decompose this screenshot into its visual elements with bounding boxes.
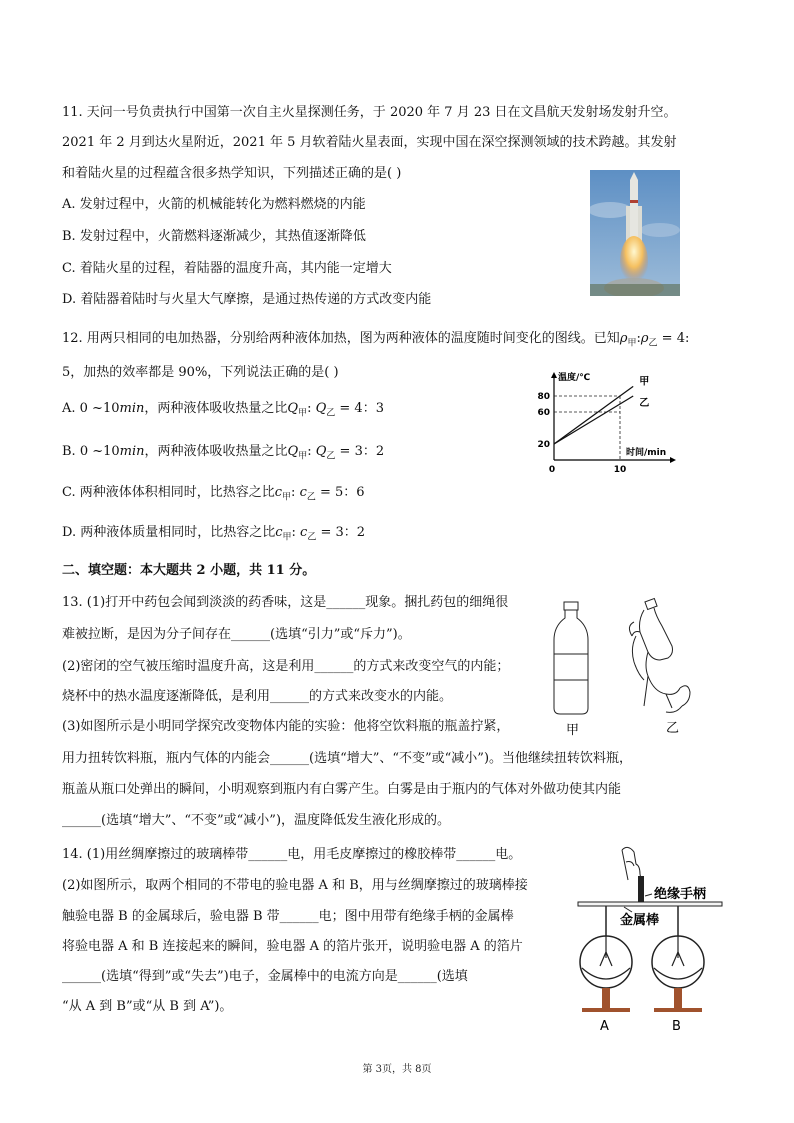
option-a-mid: ，两种液体吸收热量之比 <box>144 401 288 416</box>
rho-symbol-2: ρ <box>640 331 649 346</box>
q12-option-c <box>62 484 365 507</box>
option-d-value: = 3：2 <box>316 525 366 540</box>
q11-option-c: C. 着陆火星的过程，着陆器的温度升高，其内能一定增大 <box>62 261 392 276</box>
x-axis-label: 时间/min <box>626 448 667 458</box>
q-symbol-2: Q <box>315 444 327 459</box>
rocket-launch-photo <box>590 170 680 296</box>
option-d-prefix: D. 两种液体质量相同时，比热容之比 <box>62 525 276 540</box>
q-sub-jia: 甲 <box>298 408 308 419</box>
q-symbol: Q <box>287 444 299 459</box>
bottle-figure <box>548 596 728 736</box>
rho-sub-yi: 乙 <box>648 338 658 349</box>
series-line-yi <box>554 396 633 444</box>
label-b: B <box>672 1019 681 1034</box>
handle-pointer <box>645 894 652 896</box>
y-axis-arrow <box>551 372 557 378</box>
q13-line8: ______(选填“增大”、“不变”或“减小”)，温度降低发生液化形成的。 <box>62 813 451 828</box>
q12-option-a <box>62 400 384 423</box>
c-sub-yi: 乙 <box>306 492 316 503</box>
bottle-jia-drawing <box>554 602 588 714</box>
option-c-prefix: C. 两种液体体积相同时，比热容之比 <box>62 485 275 500</box>
insulated-handle <box>638 876 644 902</box>
separator: : <box>291 525 301 540</box>
separator: : <box>307 401 316 416</box>
temperature-chart <box>530 368 690 478</box>
q13-line6: 用力扭转饮料瓶，瓶内气体的内能会______(选填“增大”、“不变”或“减小”)。当他继续扭转饮料瓶， <box>62 751 633 766</box>
option-c-value: = 5：6 <box>315 485 365 500</box>
option-b-prefix: B. 0 ~10 <box>62 444 120 459</box>
q-symbol-2: Q <box>315 401 327 416</box>
metal-rod <box>578 902 722 906</box>
q14-line1: 14. (1)用丝绸摩擦过的玻璃棒带______电，用毛皮摩擦过的橡胶棒带______电。 <box>62 847 522 862</box>
q-symbol: Q <box>287 401 299 416</box>
section-2-heading: 二、填空题：本大题共 2 小题，共 11 分。 <box>62 563 316 578</box>
rho-sub-jia: 甲 <box>627 338 637 349</box>
q11-option-d: D. 着陆器着陆时与火星大气摩擦，是通过热传递的方式改变内能 <box>62 292 432 307</box>
c-symbol-2: c <box>299 485 307 500</box>
y-axis-label: 温度/℃ <box>558 373 591 383</box>
q13-line7: 瓶盖从瓶口处弹出的瞬间，小明观察到瓶内有白雾产生。白雾是由于瓶内的气体对外做功使其内能 <box>62 782 622 797</box>
ratio-4: = 4: <box>657 331 690 346</box>
q14-line2: (2)如图所示，取两个相同的不带电的验电器 A 和 B，用与丝绸摩擦过的玻璃棒接 <box>62 878 528 893</box>
c-sub-yi: 乙 <box>307 532 317 543</box>
option-a-value: = 4：3 <box>335 401 384 416</box>
q14-line3: 触验电器 B 的金属球后，验电器 B 带______电；图中用带有绝缘手柄的金属棒 <box>62 909 514 924</box>
x-tick-label: 0 <box>548 465 556 475</box>
q13-line3: (2)密闭的空气被压缩时温度升高，这是利用______的方式来改变空气的内能； <box>62 659 510 674</box>
label-yi: 乙 <box>666 721 680 736</box>
q14-line6: “从 A 到 B”或“从 B 到 A”)。 <box>62 999 233 1014</box>
c-symbol: c <box>275 525 283 540</box>
q11-option-b: B. 发射过程中，火箭燃料逐渐减少，其热值逐渐降低 <box>62 229 366 244</box>
q11-line2: 2021 年 2 月到达火星附近，2021 年 5 月软着陆火星表面，实现中国在深空探测领域的技术跨越。其发射 <box>62 135 677 150</box>
option-b-value: = 3：2 <box>335 444 385 459</box>
y-tick-label: 60 <box>537 408 550 418</box>
separator: : <box>307 444 316 459</box>
q12-line2: 5，加热的效率都是 90%，下列说法正确的是( ) <box>62 365 339 380</box>
x-axis-arrow <box>670 457 676 463</box>
bottle-yi-drawing <box>629 599 690 713</box>
option-a-prefix: A. 0 ~10 <box>62 401 120 416</box>
electroscope-b <box>652 906 704 1012</box>
q13-line1: 13. (1)打开中药包会闻到淡淡的药香味，这是______现象。捆扎药包的细绳很 <box>62 595 509 610</box>
c-symbol: c <box>274 485 283 500</box>
electroscope-figure <box>568 840 728 1035</box>
label-jia: 甲 <box>566 723 580 736</box>
q-sub-yi: 乙 <box>326 408 336 419</box>
series-line-jia <box>554 386 633 444</box>
y-tick-label: 80 <box>537 392 550 402</box>
q14-line5: ______(选填“得到”或“失去”)电子，金属棒中的电流方向是______(选填 <box>62 969 468 984</box>
min-unit: min <box>119 444 145 459</box>
label-a: A <box>600 1019 609 1034</box>
q12-line1 <box>62 330 689 353</box>
page-footer: 第 3页，共 8页 <box>362 1064 432 1075</box>
q-sub-jia: 甲 <box>298 451 308 462</box>
q12-option-d <box>62 524 365 547</box>
separator: : <box>291 485 300 500</box>
y-tick-label: 20 <box>537 440 550 450</box>
x-tick-label: 10 <box>613 465 627 475</box>
c-symbol-2: c <box>300 525 308 540</box>
option-b-mid: ，两种液体吸收热量之比 <box>144 444 288 459</box>
series-label-yi: 乙 <box>639 398 650 409</box>
rho-symbol: ρ <box>619 331 628 346</box>
q13-line2: 难被拉断，是因为分子间存在______(选填“引力”或“斥力”)。 <box>62 627 411 642</box>
colon: : <box>636 331 641 346</box>
label-metal-rod: 金属棒 <box>620 913 660 928</box>
q11-option-a: A. 发射过程中，火箭的机械能转化为燃料燃烧的内能 <box>62 197 366 212</box>
q13-line5: (3)如图所示是小明同学探究改变物体内能的实验：他将空饮料瓶的瓶盖拧紧， <box>62 719 510 734</box>
label-insulated-handle: 绝缘手柄 <box>654 887 707 902</box>
c-sub-jia: 甲 <box>282 532 292 543</box>
q13-line4: 烧杯中的热水温度逐渐降低，是利用______的方式来改变水的内能。 <box>62 689 453 704</box>
rod-pointer <box>624 907 632 912</box>
q14-line4: 将验电器 A 和 B 连接起来的瞬间，验电器 A 的箔片张开，说明验电器 A 的箔片 <box>62 939 523 954</box>
min-unit: min <box>119 401 145 416</box>
q-sub-yi: 乙 <box>326 451 336 462</box>
c-sub-jia: 甲 <box>282 492 292 503</box>
series-label-jia: 甲 <box>639 376 650 388</box>
q12-option-b <box>62 443 384 466</box>
q11-line3: 和着陆火星的过程蕴含很多热学知识，下列描述正确的是( ) <box>62 166 402 181</box>
q11-line1: 11. 天问一号负责执行中国第一次自主火星探测任务，于 2020 年 7 月 23 日在文昌航天发射场发射升空。 <box>62 105 677 120</box>
q12-line1-text: 12. 用两只相同的电加热器，分别给两种液体加热，图为两种液体的温度随时间变化的图线。已知 <box>62 331 620 346</box>
